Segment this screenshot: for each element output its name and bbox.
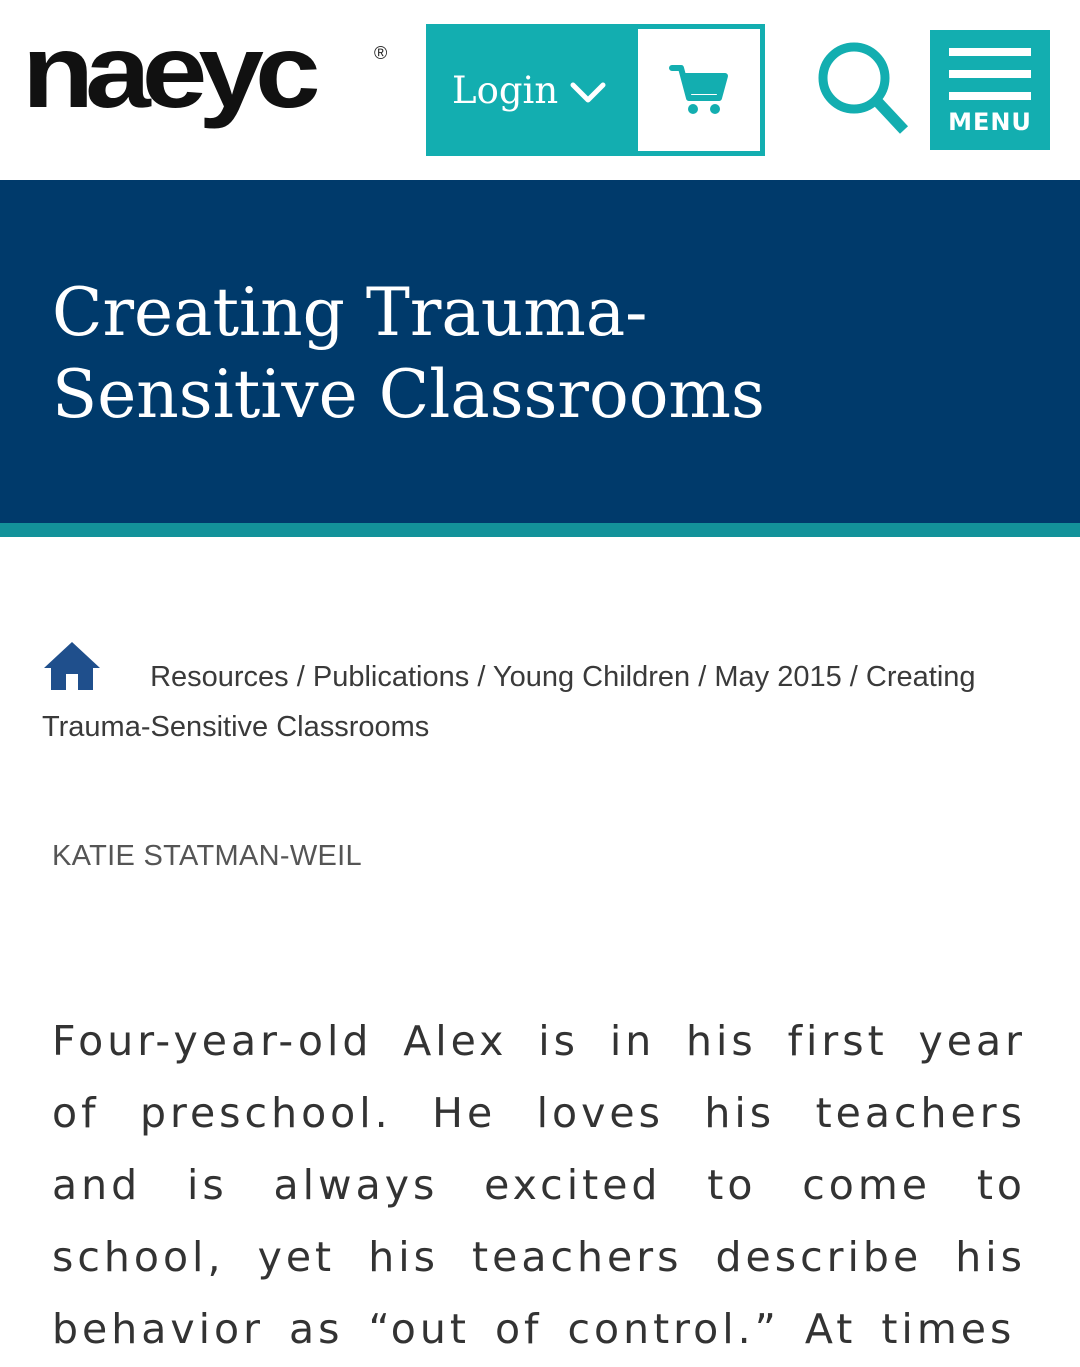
- cart-button[interactable]: [638, 29, 760, 151]
- breadcrumb-may-2015[interactable]: May 2015: [714, 661, 842, 693]
- login-label: Login: [452, 68, 559, 112]
- hero-accent-stripe: [0, 523, 1080, 537]
- chevron-down-icon: [570, 81, 606, 105]
- breadcrumb: [42, 640, 1032, 752]
- hero-banner: [0, 180, 1080, 523]
- cart-icon: [669, 62, 729, 118]
- search-button[interactable]: [814, 40, 914, 140]
- login-button[interactable]: [426, 24, 638, 156]
- breadcrumb-separator: /: [296, 661, 313, 693]
- registered-mark: ®: [374, 43, 388, 63]
- article-author: KATIE STATMAN-WEIL: [52, 840, 362, 872]
- menu-label: MENU: [948, 108, 1032, 136]
- breadcrumb-separator: /: [477, 661, 493, 693]
- article-paragraph: Four-year-old Alex is in his first year of preschool. He loves his teachers and is always excited to come to school, yet his teachers describe his behavior as “out of control.” At times: [52, 1017, 1026, 1353]
- hamburger-icon-bar: [949, 92, 1031, 100]
- breadcrumb-resources[interactable]: Resources: [150, 661, 289, 693]
- search-icon: [814, 40, 914, 140]
- site-header: [0, 0, 1080, 180]
- naeyc-logo[interactable]: naeyc: [22, 13, 312, 131]
- breadcrumb-publications[interactable]: Publications: [312, 661, 470, 693]
- account-cart-group: [426, 24, 765, 156]
- breadcrumb-separator: /: [849, 661, 866, 693]
- breadcrumb-separator: /: [698, 661, 715, 693]
- breadcrumb-current: Creating Trauma-Sensitive Classrooms: [42, 661, 976, 743]
- hamburger-icon-bar: [949, 70, 1031, 78]
- page-title: Creating Trauma- Sensitive Classrooms: [52, 274, 765, 433]
- breadcrumb-young-children[interactable]: Young Children: [492, 661, 691, 693]
- hamburger-icon: [949, 48, 1031, 56]
- menu-button[interactable]: [930, 30, 1050, 150]
- home-icon[interactable]: [42, 640, 102, 692]
